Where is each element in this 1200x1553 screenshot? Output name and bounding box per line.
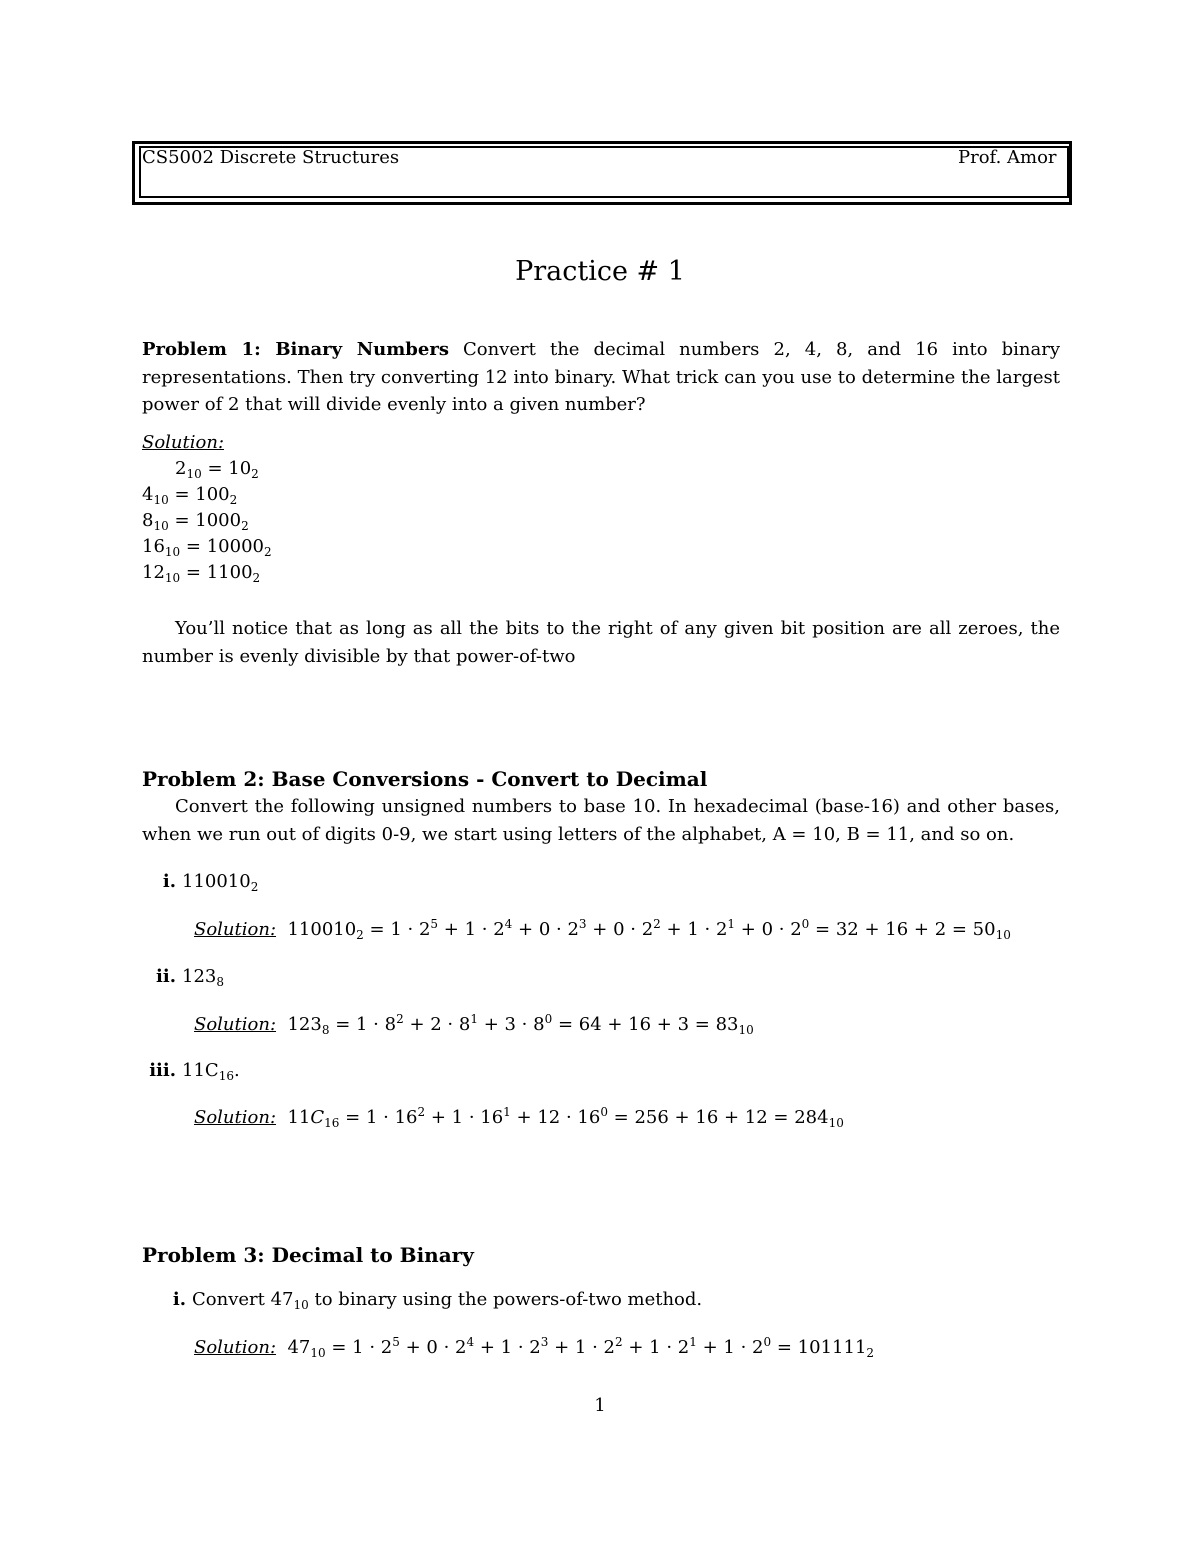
instructor-name: Prof. Amor <box>958 147 1057 168</box>
problem-2-heading: Problem 2: Base Conversions - Convert to Decimal <box>142 767 708 791</box>
problem-1-text: Convert the decimal numbers 2, 4, 8, and 16 into binary representations. Then try converting 12 into binary. What trick can you use to determine the largest power of 2 that will divide evenly into a given number? <box>142 339 1060 415</box>
p1-row-4: $12_{10} = 1100_2$ <box>142 562 261 585</box>
item-label: iii. <box>149 1060 176 1081</box>
solution-label: Solution: <box>194 1014 277 1035</box>
p2-solution-iii: Solution: $11C_{16} = 1 \cdot 16^2 + 1 \cdot 16^1 + 12 \cdot 16^0 = 256 + 16 + 12 = 284_{10}$ <box>194 1105 844 1130</box>
solution-label: Solution: <box>142 432 225 453</box>
p3-solution-i: Solution: $47_{10} = 1 \cdot 2^5 + 0 \cdot 2^4 + 1 \cdot 2^3 + 1 \cdot 2^2 + 1 \cdot 2^1 + 1 \cdot 2^0 = 101111_2$ <box>194 1335 875 1360</box>
problem-1-statement <box>142 336 1060 419</box>
solution-label: Solution: <box>194 919 277 940</box>
p2-item-i: i. $110010_2$ <box>132 868 1050 896</box>
p1-row-1: $4_{10} = 100_2$ <box>142 484 238 507</box>
p2-solution-ii: Solution: $123_8 = 1 \cdot 8^2 + 2 \cdot 8^1 + 3 \cdot 8^0 = 64 + 16 + 3 = 83_{10}$ <box>194 1012 754 1037</box>
p2-item-ii: ii. $123_8$ <box>132 963 1050 991</box>
problem-2-text: Convert the following unsigned numbers to base 10. In hexadecimal (base-16) and other bases, when we run out of digits 0-9, we start using letters of the alphabet, A = 10, B = 11, and so on. <box>142 796 1060 845</box>
p1-row-3: $16_{10} = 10000_2$ <box>142 536 272 559</box>
item-label: i. <box>162 871 176 892</box>
solution-label: Solution: <box>194 1337 277 1358</box>
problem-1-note: You’ll notice that as long as all the bits to the right of any given bit position are all zeroes, the number is evenly divisible by that power-of-two <box>142 618 1060 667</box>
problem-1-heading: Problem 1: Binary Numbers <box>142 339 449 360</box>
p2-solution-i: Solution: $110010_2 = 1 \cdot 2^5 + 1 \cdot 2^4 + 0 \cdot 2^3 + 0 \cdot 2^2 + 1 \cdot 2^1 + 0 \cdot 2^0 = 32 + 16 + 2 = 50_{10}$ <box>194 917 1011 942</box>
item-label: ii. <box>156 966 176 987</box>
item-label: i. <box>172 1289 186 1310</box>
p1-row-2: $8_{10} = 1000_2$ <box>142 510 249 533</box>
page-title: Practice # 1 <box>515 256 685 287</box>
course-name: CS5002 Discrete Structures <box>142 147 400 168</box>
p1-row-0: $2_{10} = 10_2$ <box>175 458 259 481</box>
p2-item-iii: iii. $11C_{16}$. <box>132 1057 1050 1085</box>
solution-label: Solution: <box>194 1107 277 1128</box>
page-number: 1 <box>594 1395 606 1416</box>
problem-1-solution-label <box>142 429 1060 457</box>
problem-3-heading: Problem 3: Decimal to Binary <box>142 1243 474 1267</box>
p3-item-i: i. Convert $47_{10}$ to binary using the powers-of-two method. <box>132 1286 1050 1314</box>
